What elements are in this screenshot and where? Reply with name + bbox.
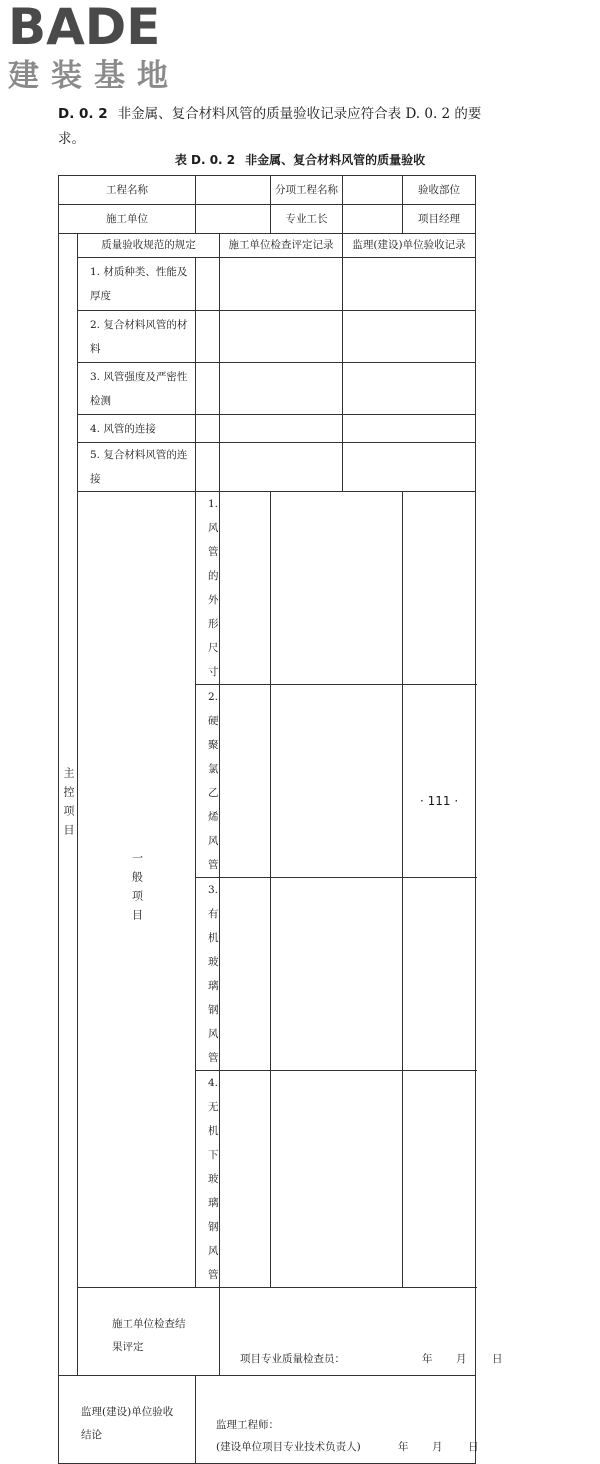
main-item-5-supervisor[interactable] (343, 443, 476, 492)
contractor-result-label: 施工单位检查结果评定 (112, 1318, 186, 1353)
contractor-result-row (59, 1288, 476, 1376)
construction-unit-value[interactable] (196, 205, 271, 234)
table-number: 表 D. 0. 2 (174, 153, 236, 167)
general-item-3-contractor[interactable] (271, 878, 403, 1071)
intro-paragraph (58, 102, 488, 152)
header-row-1 (59, 176, 476, 205)
contractor-result-cell[interactable] (220, 1288, 503, 1376)
supervisor-year: 年 (398, 1441, 409, 1453)
main-item-2-contractor[interactable] (220, 311, 343, 363)
main-item-3-contractor[interactable] (220, 363, 343, 415)
main-item-1-contractor[interactable] (220, 258, 343, 311)
main-item-1: 1. 材质种类、性能及厚度 (78, 258, 196, 311)
main-item-3-supervisor[interactable] (343, 363, 476, 415)
clause-number: D. 0. 2 (58, 106, 108, 122)
supervisor-column-header: 监理(建设)单位验收记录 (343, 234, 476, 258)
supervisor-day: 日 (468, 1441, 479, 1453)
project-name-label: 工程名称 (59, 176, 196, 205)
general-item-4-contractor[interactable] (271, 1071, 403, 1288)
supervisor-conclusion-label-cell (59, 1376, 196, 1464)
inspection-part-label: 验收部位 (403, 176, 476, 205)
header-row-2 (59, 205, 476, 234)
sub-project-label: 分项工程名称 (271, 176, 343, 205)
main-item-5-contractor[interactable] (220, 443, 343, 492)
main-item-4-value[interactable] (196, 415, 220, 443)
engineer-label: 监理工程师： (216, 1419, 279, 1431)
general-item-3-supervisor[interactable] (403, 878, 476, 1071)
inspector-label: 项目专业质量检查员： (240, 1353, 345, 1365)
supervisor-conclusion-label: 监理(建设)单位验收结论 (81, 1406, 174, 1441)
table-caption (0, 151, 600, 168)
table-row (59, 492, 476, 685)
project-name-value[interactable] (196, 176, 271, 205)
general-item-2-supervisor[interactable] (403, 685, 476, 878)
main-item-2-supervisor[interactable] (343, 311, 476, 363)
main-item-1-value[interactable] (196, 258, 220, 311)
general-item-1-supervisor[interactable] (403, 492, 476, 685)
spec-column-header: 质量验收规范的规定 (78, 234, 220, 258)
logo-cn: 建装基地 (8, 58, 180, 94)
contractor-month: 月 (456, 1353, 467, 1365)
table-row (59, 415, 476, 443)
general-item-4-value[interactable] (220, 1071, 271, 1288)
main-item-5-value[interactable] (196, 443, 220, 492)
main-item-4-supervisor[interactable] (343, 415, 476, 443)
main-item-5: 5. 复合材料风管的连接 (78, 443, 196, 492)
table-row (59, 363, 476, 415)
table-row (59, 443, 476, 492)
table-title: 非金属、复合材料风管的质量验收 (245, 153, 426, 167)
main-item-3-value[interactable] (196, 363, 220, 415)
contractor-year: 年 (422, 1353, 433, 1365)
owner-rep-label: (建设单位项目专业技术负责人) (216, 1441, 361, 1453)
general-item-3-value[interactable] (220, 878, 271, 1071)
contractor-column-header: 施工单位检查评定记录 (220, 234, 343, 258)
foreman-label: 专业工长 (271, 205, 343, 234)
construction-unit-label: 施工单位 (59, 205, 196, 234)
table-row (59, 258, 476, 311)
column-header-row (59, 234, 476, 258)
main-item-1-supervisor[interactable] (343, 258, 476, 311)
general-item-1: 1. 风管的外形尺寸 (196, 492, 220, 685)
main-item-2: 2. 复合材料风管的材料 (78, 311, 196, 363)
project-manager-label: 项目经理 (403, 205, 476, 234)
general-item-4: 4. 无机下玻璃钢风管 (196, 1071, 220, 1288)
main-item-3: 3. 风管强度及严密性检测 (78, 363, 196, 415)
foreman-value[interactable] (343, 205, 403, 234)
general-item-1-value[interactable] (220, 492, 271, 685)
general-item-3: 3. 有机玻璃钢风管 (196, 878, 220, 1071)
general-item-2-contractor[interactable] (271, 685, 403, 878)
supervisor-conclusion-row (59, 1376, 476, 1464)
general-item-2: 2. 硬聚氯乙烯风管 (196, 685, 220, 878)
general-group-label: 一般项目 (78, 492, 196, 1288)
general-item-1-contractor[interactable] (271, 492, 403, 685)
logo (8, 2, 180, 95)
supervisor-month: 月 (432, 1441, 443, 1453)
main-item-4-contractor[interactable] (220, 415, 343, 443)
sub-project-value[interactable] (343, 176, 403, 205)
main-item-4: 4. 风管的连接 (78, 415, 196, 443)
general-item-2-value[interactable] (220, 685, 271, 878)
main-item-2-value[interactable] (196, 311, 220, 363)
table-row (59, 311, 476, 363)
intro-text: 非金属、复合材料风管的质量验收记录应符合表 D. 0. 2 的要求。 (58, 106, 482, 147)
logo-brand: BADE (8, 0, 161, 56)
main-group-label: 主控项目 (59, 234, 78, 1376)
contractor-result-label-cell (78, 1288, 220, 1376)
acceptance-table (58, 175, 503, 1464)
contractor-day: 日 (492, 1353, 503, 1365)
supervisor-conclusion-cell[interactable] (196, 1376, 479, 1464)
general-item-4-supervisor[interactable] (403, 1071, 476, 1288)
page-number: · 111 · (420, 794, 459, 808)
